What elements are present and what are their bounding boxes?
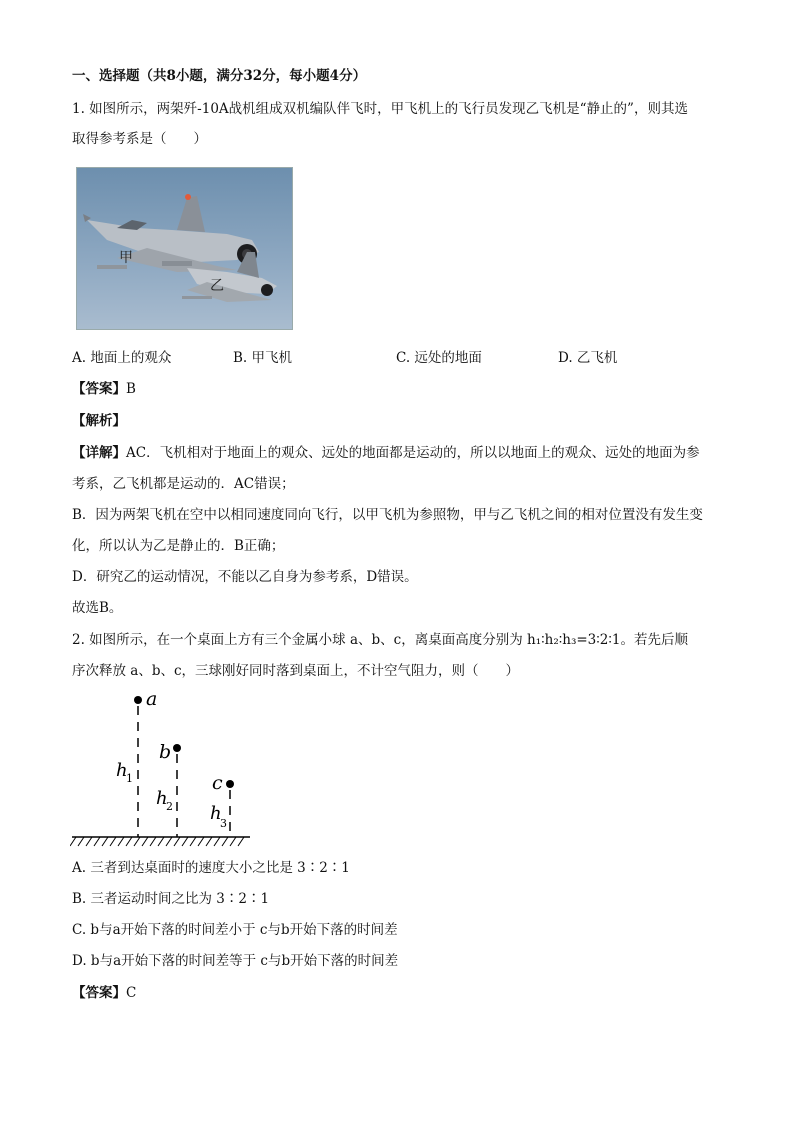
question-2-stem-line-2: 序次释放 a、b、c，三球刚好同时落到桌面上，不计空气阻力，则（ ） [72, 663, 520, 679]
answer-value: B [126, 381, 136, 397]
q1-detail-line-1 [72, 443, 700, 463]
ball-a [134, 696, 142, 704]
answer-tag: 【答案】 [72, 985, 126, 1001]
label-h1-sub: 1 [126, 772, 133, 785]
q1-detail-line-2: 考系，乙飞机都是运动的．AC错误； [72, 476, 295, 492]
q1-detail-line-4: 化，所以认为乙是静止的．B正确； [72, 538, 285, 554]
q2-answer [72, 983, 136, 1003]
q2-option-c: C. b与a开始下落的时间差小于 c与b开始下落的时间差 [72, 922, 398, 938]
question-1-stem-line-2: 取得参考系是（ ） [72, 131, 207, 147]
answer-value: C [126, 985, 137, 1001]
q1-option-b: B. 甲飞机 [233, 350, 293, 366]
question-1-stem-line-1: 1. 如图所示，两架歼-10A战机组成双机编队伴飞时，甲飞机上的飞行员发现乙飞机是“静止的”，则其选 [72, 101, 688, 117]
detail-text: AC．飞机相对于地面上的观众、远处的地面都是运动的，所以以地面上的观众、远处的地面为参 [126, 445, 700, 461]
label-h1: h [116, 760, 128, 781]
q1-option-c: C. 远处的地面 [396, 350, 482, 366]
photo-label-jia: 甲 [119, 249, 133, 265]
answer-tag: 【答案】 [72, 381, 126, 397]
q1-analysis-tag: 【解析】 [72, 413, 126, 429]
photo-label-yi: 乙 [210, 277, 224, 293]
ball-b [173, 744, 181, 752]
label-h3-sub: 3 [220, 817, 227, 830]
q2-option-b: B. 三者运动时间之比为 3∶2∶1 [72, 891, 270, 907]
q1-answer [72, 379, 136, 399]
label-h2: h [156, 788, 168, 809]
label-h3: h [210, 803, 222, 824]
label-a: a [146, 688, 158, 710]
ball-c [226, 780, 234, 788]
q1-option-d: D. 乙飞机 [558, 350, 618, 366]
section-title: 一、选择题（共8小题，满分32分，每小题4分） [72, 68, 367, 84]
fighter-jets-photo [76, 167, 293, 330]
q1-conclusion: 故选B。 [72, 600, 123, 616]
q1-option-a: A. 地面上的观众 [72, 350, 172, 366]
q1-detail-line-3: B．因为两架飞机在空中以相同速度同向飞行，以甲飞机为参照物，甲与乙飞机之间的相对位置没有发生变 [72, 507, 703, 523]
label-c: c [212, 772, 223, 794]
q1-detail-line-5: D．研究乙的运动情况，不能以乙自身为参考系，D错误。 [72, 569, 418, 585]
q2-option-d: D. b与a开始下落的时间差等于 c与b开始下落的时间差 [72, 953, 399, 969]
question-2-stem-line-1: 2. 如图所示，在一个桌面上方有三个金属小球 a、b、c，离桌面高度分别为 h₁∶h₂∶h₃=3∶2∶1。若先后顺 [72, 632, 688, 648]
label-b: b [159, 741, 172, 763]
falling-balls-diagram [70, 682, 270, 852]
detail-tag: 【详解】 [72, 445, 126, 461]
q2-option-a: A. 三者到达桌面时的速度大小之比是 3∶2∶1 [72, 860, 350, 876]
label-h2-sub: 2 [166, 800, 173, 813]
